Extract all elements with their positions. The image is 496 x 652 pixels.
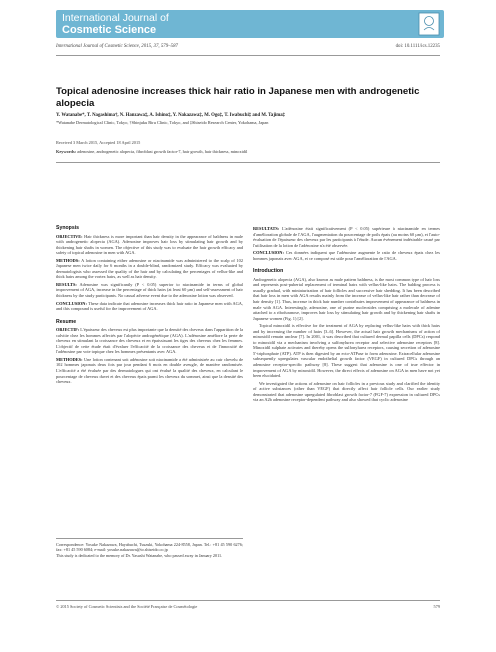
copyright-footer: © 2015 Society of Cosmetic Scientists and the Société Française de Cosmétologie <box>56 604 198 609</box>
footnote-rule <box>56 538 243 539</box>
publisher-logo-icon <box>418 12 440 36</box>
left-column <box>56 226 243 387</box>
introduction-heading: Introduction <box>253 268 284 275</box>
synopsis-methods: METHODS: A lotion containing either adenosine or niacinamide was administered to the scalp of 102 Japanese men twice daily for 6 months in a double-blind, randomized study. Efficacy was evaluated by dermatologists who assessed the quality of the hair and by calculating the percentages of vellus-like and thick hairs among the vortex hairs, as well as hair density. <box>56 257 243 280</box>
synopsis-heading: Synopsis <box>56 225 80 231</box>
correspondence-text: Correspondence: Yosuke Nakazawa, Hayabuchi, Tsuzuki, Yokohama 224-8558, Japan. Tel.: +81 45 590 6276; fax: +81 45 590 6084; e-mail: yosuke.nakazawa@to.shiseido.co.jp <box>56 542 243 553</box>
dedication-text: This study is dedicated to the memory of Dr. Yasushi Watanabe, who passed away in January 2011. <box>56 552 223 558</box>
intro-paragraph-1: Androgenetic alopecia (AGA), also known as male pattern baldness, is the most common type of hair loss and represents post-pubertal replacement of terminal hairs with vellus-like hairs. The balding process is usually gradual, with miniaturization of hair follicles and successive hair shedding. It has been described that hair loss in men with AGA results mainly from the increase of vellus-like hair rather than decrease of hair density [1]. Thus, increase in thick hair number contributes improvement of appearance of baldness in male with AGA. Interestingly, adenosine, one of purine nucleosides comprising a molecule of adenine attached to a ribofuranose, improves hair loss by stimulating hair growth and by thickening hair shafts in Japanese women (Fig. 1) [2]. <box>253 276 440 321</box>
footer-rule <box>56 600 440 601</box>
resume-methodes: METHODES: Une lotion contenant soit adénosine soit niacinamide a été administrée au cuir chevelu de 102 hommes japonais deux fois par jour pendant 6 mois en double aveugle, de manière randomisée. L'efficacité a été évaluée par des dermatologues qui ont évalué la qualité des cheveux, en calculant le pourcentage de cheveux duvet et des cheveux épais parmi les cheveux du sommet, ainsi que la densité des cheveux. <box>56 356 243 385</box>
author-affiliations: *Watanabe Dermatological Clinic, Tokyo, †Shinjuku Biru Clinic, Tokyo, and ‡Shiseido Research Center, Yokohama, Japan <box>56 120 269 125</box>
author-list: Y. Watanabe*, T. Nagashima†, N. Hanzawa‡, A. Ishino‡, Y. Nakazawa‡, M. Ogo‡, T. Iwabuchi‡ and M. Tajima‡ <box>56 113 286 118</box>
page-number: 579 <box>433 604 440 609</box>
resume-objectif: OBJECTIF: L'épaisseur des cheveux est plus importante que la densité des cheveux dans l'apparition de la calvitie chez les hommes affectés par l'alopécie androgénétique (AGA). L'adénosine améliore la perte de cheveux en stimulant la croissance des cheveux et en épaississant les tiges des cheveux chez les femmes. L'objectif de cette étude était d'évaluer l'efficacité de la croissance des cheveux et de l'innocuité de l'adénosine par voie topique chez les hommes présentants avec AGA. <box>56 327 243 355</box>
keywords-label: Keywords: <box>56 149 77 154</box>
intro-paragraph-3: We investigated the actions of adenosine on hair follicles in a previous study and clarified the identity of active substances (other than VEGF) that directly affect hair follicle cells. Our earlier study demonstrated that adenosine upregulated fibroblast growth factor-7 (FGF-7) expression in cultured DPCs via an A2b adenosine receptor-dependent pathway and also showed that cyclic adenosine <box>253 380 440 403</box>
synopsis-objective: OBJECTIVE: Hair thickness is more important than hair density in the appearance of baldness in male with androgenetic alopecia (AGA). Adenosine improves hair loss by stimulating hair growth and by thickening hair shafts in women. The objective of this study was to evaluate the hair growth efficacy and safety of topical adenosine in men with AGA. <box>56 233 243 256</box>
journal-name-line1: International Journal of <box>62 12 169 24</box>
keywords-text: adenosine, androgenetic alopecia, fibroblast growth factor-7, hair growth, hair thickness, minoxidil <box>77 149 248 154</box>
keywords-rule <box>56 162 440 163</box>
keywords-line <box>56 149 440 154</box>
journal-name-line2: Cosmetic Science <box>62 24 157 36</box>
article-title: Topical adenosine increases thick hair ratio in Japanese men with androgenetic alopecia <box>56 86 420 109</box>
synopsis-conclusion: CONCLUSION: These data indicate that adenosine increases thick hair ratio in Japanese men with AGA, and this compound is useful for the improvement of AGA. <box>56 300 243 312</box>
correspondence-footnote <box>56 542 243 558</box>
resume-resultats: RESULTATS: L'adénosine était significativement (P < 0.05) supérieure à niacinamide en termes d'amélioration globale de l'AGA, l'augmentation du pourcentage de poils épais (au moins 60 µm), et l'auto-évaluation de l'épaisseur des cheveux par les participants à l'étude. Aucun événement indésirable causé par l'utilisation de la lotion de l'adénosine n'a été observée. <box>253 226 440 248</box>
intro-paragraph-2: Topical minoxidil is effective for the treatment of AGA by replacing vellus-like hairs with thick hairs and by increasing the number of hairs [3–6]. However, the actual hair growth mechanisms of action of minoxidil remain unclear [7]. In 2001, it was described that cultured dermal papilla cells (DPCs) respond to minoxidil via a mechanism involving a sulfonylurea receptor and selective adenosine receptors [8]. Minoxidil sulphate activates and thereby opens the sulfonylurea receptors, causing secretion of adenosine 5'-triphosphate (ATP). ATP is then digested by an ecto-ATPase to form adenosine. Extracellular adenosine subsequently upregulates vascular endothelial growth factor (VEGF) in cultured DPCs through an adenosine receptor-specific pathway [8]. These suggest that adenosine is one of true effector in improvement of AGA by minoxidil. However, the direct effects of adenosine on AGA in men have not yet been elucidated. <box>253 323 440 379</box>
resume-conclusion: CONCLUSION: Ces données indiquent que l'adénosine augmente le ratio de cheveux épais chez les hommes japonais avec AGA, et ce composé est utile pour l'amélioration de l'AGA. <box>253 250 441 261</box>
doi-text[interactable]: doi: 10.1111/ics.12235 <box>395 44 440 49</box>
journal-banner <box>56 10 444 38</box>
synopsis-results: RESULTS: Adenosine was significantly (P < 0.05) superior to niacinamide in terms of global improvement of AGA, increase in the percentage of thick hairs (at least 60 µm) and self-assessment of hair thickness by the study participants. No causal adverse event due to the adenosine lotion was observed. <box>56 281 243 299</box>
header-rule <box>56 55 440 56</box>
resume-heading: Resume <box>56 318 77 325</box>
right-column <box>253 226 440 405</box>
journal-citation: International Journal of Cosmetic Science, 2015, 37, 579–587 <box>56 44 178 49</box>
received-dates: Received 3 March 2015, Accepted 18 April 2015 <box>56 140 141 145</box>
